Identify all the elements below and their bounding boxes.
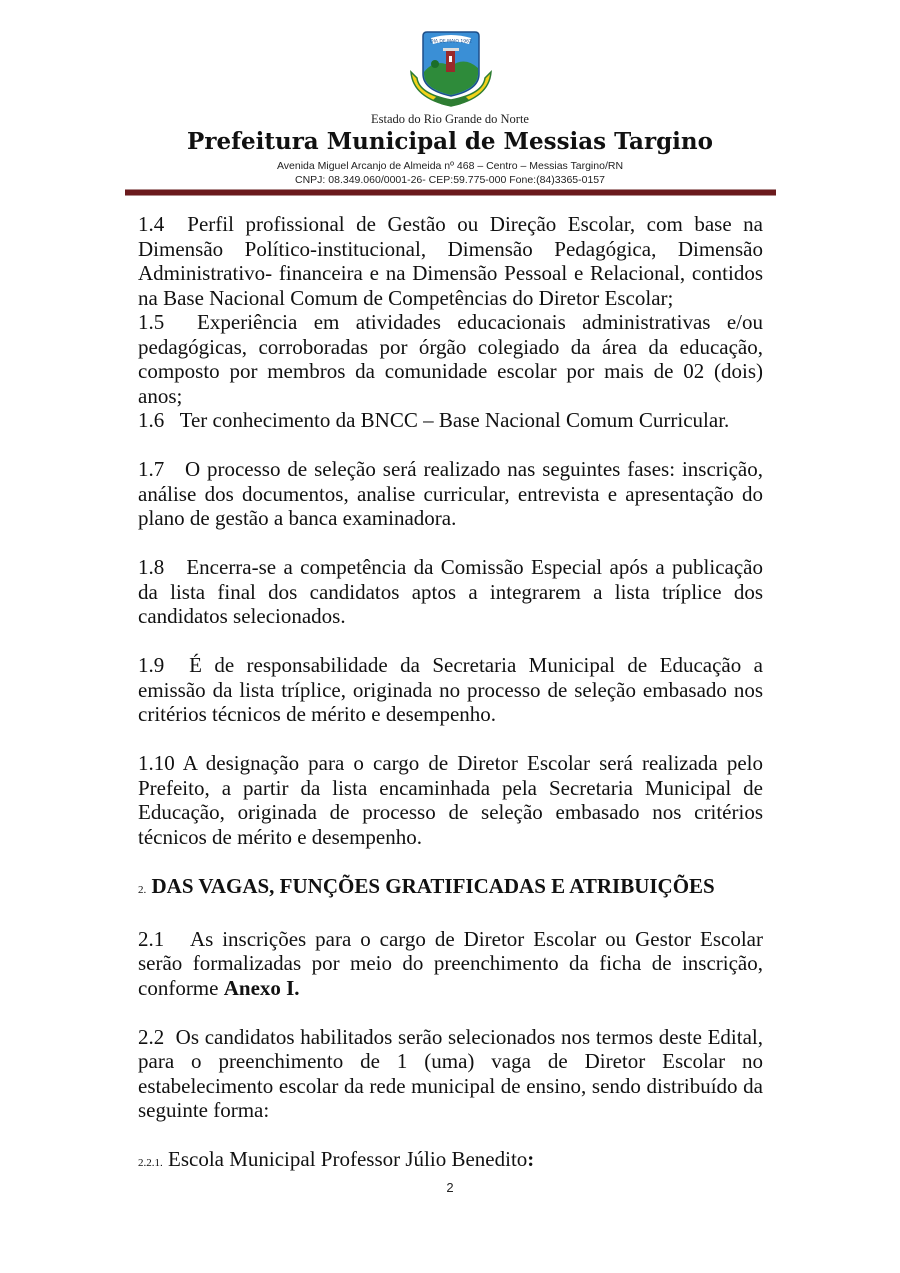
item-text: A designação para o cargo de Diretor Escolar será realizada pelo Prefeito, a partir da lista encaminhada pela Secretaria Municipal de Educação, originada de processo de seleção embasado nos critérios técnicos de mérito e desempenho. bbox=[138, 751, 763, 849]
item-1-10 bbox=[138, 751, 763, 849]
item-text: É de responsabilidade da Secretaria Municipal de Educação a emissão da lista tríplice, originada no processo de seleção embasado nos critérios técnicos de mérito e desempenho. bbox=[138, 653, 763, 726]
item-number: 2.1 bbox=[138, 926, 165, 951]
svg-text:DIA DE MAIO 1962: DIA DE MAIO 1962 bbox=[430, 39, 472, 45]
item-1-9 bbox=[138, 653, 763, 727]
item-number: 1.5 bbox=[138, 310, 165, 334]
item-2-2 bbox=[138, 1025, 763, 1123]
item-1-7 bbox=[138, 457, 763, 531]
item-number: 1.9 bbox=[138, 653, 165, 677]
item-text: Encerra-se a competência da Comissão Especial após a publicação da lista final dos candidatos aptos a integrarem a lista tríplice dos candidatos selecionados. bbox=[138, 555, 763, 628]
section-title: DAS VAGAS, FUNÇÕES GRATIFICADAS E ATRIBUIÇÕES bbox=[151, 873, 715, 898]
item-text: Experiência em atividades educacionais administrativas e/ou pedagógicas, corroboradas por órgão colegiado da área da educação, composto por membros da comunidade escolar por mais de 02 (dois) anos; bbox=[138, 310, 763, 408]
item-number: 2.2.1. bbox=[138, 1157, 163, 1169]
item-1-6 bbox=[138, 408, 763, 433]
item-text: Ter conhecimento da BNCC – Base Nacional Comum Curricular. bbox=[179, 408, 730, 432]
item-number: 1.7 bbox=[138, 457, 165, 481]
section-2-heading bbox=[138, 874, 763, 903]
item-number: 1.10 bbox=[138, 751, 175, 775]
item-number: 2.2 bbox=[138, 1024, 165, 1049]
address: Avenida Miguel Arcanjo de Almeida nº 468 – Centro – Messias Targino/RN bbox=[276, 160, 624, 172]
item-text: Os candidatos habilitados serão selecionados nos termos deste Edital, para o preenchimento de 1 (uma) vaga de Diretor Escolar no estabelecimento escolar da rede municipal de ensino, sendo distribuído da seguinte forma: bbox=[138, 1024, 764, 1122]
item-text: O processo de seleção será realizado nas seguintes fases: inscrição, análise dos documentos, analise curricular, entrevista e apresentação do plano de gestão a banca examinadora. bbox=[138, 457, 763, 530]
header-divider bbox=[125, 189, 776, 196]
school-name: Escola Municipal Professor Júlio Benedito bbox=[168, 1147, 528, 1171]
document-body bbox=[138, 212, 763, 1176]
item-number: 1.6 bbox=[138, 408, 165, 432]
item-1-5 bbox=[138, 310, 763, 408]
section-number: 2. bbox=[138, 883, 147, 896]
colon: : bbox=[527, 1147, 535, 1171]
item-number: 1.8 bbox=[138, 555, 165, 579]
municipal-crest-icon bbox=[405, 28, 497, 110]
item-1-8 bbox=[138, 555, 763, 629]
item-2-1 bbox=[138, 927, 763, 1001]
item-text: As inscrições para o cargo de Diretor Escolar ou Gestor Escolar serão formalizadas por meio do preenchimento da ficha de inscrição, conforme bbox=[138, 926, 763, 1000]
municipality-title: Prefeitura Municipal de Messias Targino bbox=[187, 128, 713, 155]
item-text: Perfil profissional de Gestão ou Direção Escolar, com base na Dimensão Político-institucional, Dimensão Pedagógica, Dimensão Administrativo- financeira e na Dimensão Pessoal e Relacional, contidos na Base Nacional Comum de Competências do Diretor Escolar; bbox=[138, 212, 763, 310]
page-number: 2 bbox=[446, 1180, 454, 1195]
annex-reference: Anexo I. bbox=[223, 975, 300, 1000]
state-name: Estado do Rio Grande do Norte bbox=[371, 112, 529, 126]
item-number: 1.4 bbox=[138, 212, 165, 236]
contact-info: CNPJ: 08.349.060/0001-26- CEP:59.775-000 Fone:(84)3365-0157 bbox=[295, 174, 605, 186]
item-1-4 bbox=[138, 212, 763, 310]
item-2-2-1 bbox=[138, 1147, 763, 1176]
